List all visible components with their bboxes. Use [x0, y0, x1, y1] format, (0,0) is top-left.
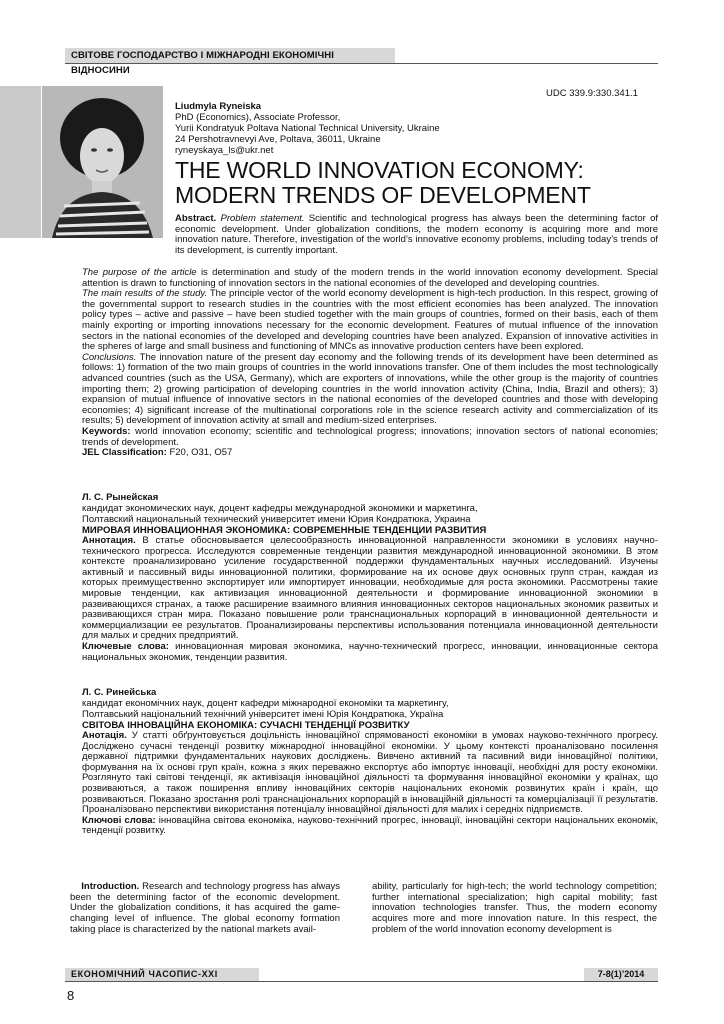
ru-keywords-label: Ключевые слова:: [82, 640, 169, 652]
ru-annotation-label: Аннотация.: [82, 535, 136, 546]
ua-author-name: Л. С. Ринейська: [82, 687, 157, 698]
author-degree: PhD (Economics), Associate Professor,: [175, 112, 341, 123]
purpose-text: is determination and study of the modern trends in the world innovation economy development. Special attention is drawn to functioning of innovation sectors in the national economies of the developed and developing countries.: [82, 267, 658, 289]
conclusions-label: Conclusions.: [82, 351, 137, 363]
ru-keywords-text: инновационная мировая экономика, научно-технический прогресс, инновации, инновационные сектора национальных экономик, тенденции развития.: [82, 640, 659, 663]
ua-author-affiliation: Полтавський національний технічний університет імені Юрія Кондратюка, Україна: [82, 709, 444, 720]
problem-statement-text: Scientific and technological progress has always been the determining factor of economic development. Under globalization conditions, the modern economy is acquiring more and more innovation nature. Therefore, investigation of the world’s innovative economy problems, including today’s trends of its development, is currently important.: [175, 213, 658, 256]
abstract-en-first: [175, 214, 658, 256]
ru-annotation-text: В статье обосновывается целесообразность инновационной направленности экономики в условиях научно-технического прогресса. Исследуются современные тенденции развития международной инновационной экономики. В этом контексте проанализировано усиление государственной поддержки фундаментальных научных исследований. Изучены активный и пассивный виды инновационной политики, формирование на их основе двух основных групп стран, каждая из которых преимущественно экспортирует или импортирует инновации, необходимые для роста экономики. Рассмотрены такие мировые тенденции, как активизация инновационной деятельности и формирование инновационной экономики в развивающихся странах, а также расширение взаимного влияния инновационных секторов национальных экономик развитых и развивающихся стран мира. Показано повышение роли транснациональных корпораций в инновационной деятельности и коммерциализации ее результатов. Проанализированы перспективы использования потенциала инновационной деятельности для малых и средних предприятий.: [82, 535, 658, 642]
abstract-ua: [82, 687, 658, 837]
ru-annotation: [82, 536, 658, 642]
author-affiliation: Yurii Kondratyuk Poltava National Technical University, Ukraine: [175, 123, 440, 134]
author-portrait-image: [42, 86, 163, 238]
ua-annotation-label: Анотація.: [82, 730, 127, 741]
keywords-label: Keywords:: [82, 425, 131, 437]
body-column-2: ability, particularly for high-tech; the world technology competition; further international specialization; high capital mobility; fast innovation technologies transfer. Thus, the modern economy acquires more and more innovation nature. In this respect, the problem of the world innovation economy development is: [372, 881, 657, 935]
author-name: Liudmyla Ryneiska: [175, 101, 262, 112]
author-photo: [42, 86, 163, 238]
ua-keywords-label: Ключові слова:: [82, 814, 156, 826]
ua-author-degree: кандидат економічних наук, доцент кафедри міжнародної економіки та маркетингу,: [82, 698, 449, 709]
results-label: The main results of the study.: [82, 288, 208, 300]
header-rule: [65, 63, 658, 64]
author-address: 24 Pershotravnevyi Ave, Poltava, 36011, Ukraine: [175, 134, 381, 145]
abstract-ru: [82, 492, 658, 663]
jel-label: JEL Classification:: [82, 447, 167, 459]
page-number: 8: [67, 988, 75, 1003]
issue-number: 7-8(1)’2014: [584, 968, 658, 981]
abstract-en-problem: [175, 214, 658, 256]
ru-author-degree: кандидат экономических наук, доцент кафедры международной экономики и маркетинга,: [82, 503, 478, 514]
body-column-1: [70, 882, 340, 936]
journal-name: ЕКОНОМІЧНИЙ ЧАСОПИС-XXI: [65, 968, 259, 981]
abstract-en-rest: [82, 268, 658, 459]
abstract-en-conclusions: [82, 353, 658, 427]
ru-author-affiliation: Полтавский национальный технический университет имени Юрия Кондратюка, Украина: [82, 514, 471, 525]
ua-keywords: [82, 816, 658, 837]
introduction-label: Introduction.: [81, 881, 140, 892]
abstract-en-results: [82, 289, 658, 353]
ua-title: СВІТОВА ІННОВАЦІЙНА ЕКОНОМІКА: СУЧАСНІ ТЕНДЕНЦІЇ РОЗВИТКУ: [82, 720, 410, 731]
photo-side-band: [0, 86, 41, 238]
results-text: The principle vector of the world economy development is high-tech production. In this respect, growing of the governmental support to research studies in the countries with the most efficient economies has been analyzed. The innovation policy types – active and passive – have been studied together with the main groups of countries, formed on their basis, each of them mainly exporting or importing innovations necessary for the economic development. Features of mutual influence of the innovation sectors in the national economies of the developed and developing countries have been analyzed. Expansion of innovative activities in the spheres of large and small business and functioning of MNCs as innovative production centers have been explored.: [82, 288, 658, 353]
abstract-en-purpose: [82, 268, 658, 289]
introduction-text: Research and technology progress has always been the determining factor of the economic development. Under the globalization conditions, it has acquired the game-changing level of influence. The global economy formation taking place is characterized by the national markets avail-: [70, 881, 340, 935]
footer-rule: [65, 981, 658, 982]
abstract-en-jel: [82, 448, 658, 459]
article-title: [175, 158, 591, 208]
jel-text: F20, O31, O57: [166, 447, 233, 459]
author-info: [175, 101, 440, 156]
conclusions-text: The innovation nature of the present day economy and the following trends of its development have been determined as follows: 1) formation of the two main groups of countries in the world innovations transfer. One of them includes the most technologically advanced countries (such as the USA, Germany), which are exporters of innovations, while the other group is the majority of countries importing them; 2) growing participation of developing countries in the world innovation activity (China, India, Brazil and others); 3) expansion of mutual influence of innovative sectors in the national economies of the developed countries and those with developing economies; 4) significant increase of the multinational corporations role in the science research activity and commercialization of its results; 5) development of innovation activity at small and medium-sized enterprises.: [82, 351, 658, 427]
ru-author-name: Л. С. Рынейская: [82, 492, 159, 503]
keywords-text: world innovation economy; scientific and technological progress; innovations; innovation sectors of national economies; trends of development.: [82, 425, 658, 448]
ua-annotation-text: У статті обґрунтовується доцільність інноваційної спрямованості економіки в умовах науково-технічного прогресу. Досліджено сучасні тенденції розвитку міжнародної інноваційної економіки. У цьому контексті проаналізовано посилення державної підтримки фундаментальних наукових досліджень. Вивчено активний та пасивний види інноваційної політики, формування на їх основі груп країн, кожна з яких переважно експортує або імпортує інновації, необхідні для росту економіки. Розглянуто такі світові тенденції, як активізація інноваційної діяльності та формування інноваційної економіки у країнах, що розвиваються, а також поширення впливу інноваційних секторів національних економік розвинутих країн і країн, що розвиваються. Показано зростання ролі транснаціональних корпорацій в інноваційній діяльності та комерціалізації її результатів. Проаналізовано перспективи використання потенціалу інноваційної діяльності для малих і середніх підприємств.: [82, 730, 658, 816]
abstract-label: Abstract.: [175, 213, 217, 224]
ua-annotation: [82, 731, 658, 816]
section-header: СВІТОВЕ ГОСПОДАРСТВО І МІЖНАРОДНІ ЕКОНОМІЧНІ ВІДНОСИНИ: [65, 48, 395, 63]
author-email: ryneyskaya_ls@ukr.net: [175, 145, 274, 156]
abstract-en-keywords: [82, 427, 658, 448]
ua-keywords-text: інноваційна світова економіка, науково-технічний прогрес, інновації, інноваційні сектори національних економік, тенденції розвитку.: [82, 814, 658, 837]
article-title-line-1: THE WORLD INNOVATION ECONOMY:: [175, 157, 584, 183]
ru-title: МИРОВАЯ ИННОВАЦИОННАЯ ЭКОНОМИКА: СОВРЕМЕННЫЕ ТЕНДЕНЦИИ РАЗВИТИЯ: [82, 525, 487, 536]
purpose-label: The purpose of the article: [82, 267, 197, 278]
problem-statement-label: Problem statement.: [220, 213, 305, 224]
udc-code: UDC 339.9:330.341.1: [546, 88, 638, 99]
ru-keywords: [82, 642, 658, 663]
article-title-line-2: MODERN TRENDS OF DEVELOPMENT: [175, 182, 591, 208]
